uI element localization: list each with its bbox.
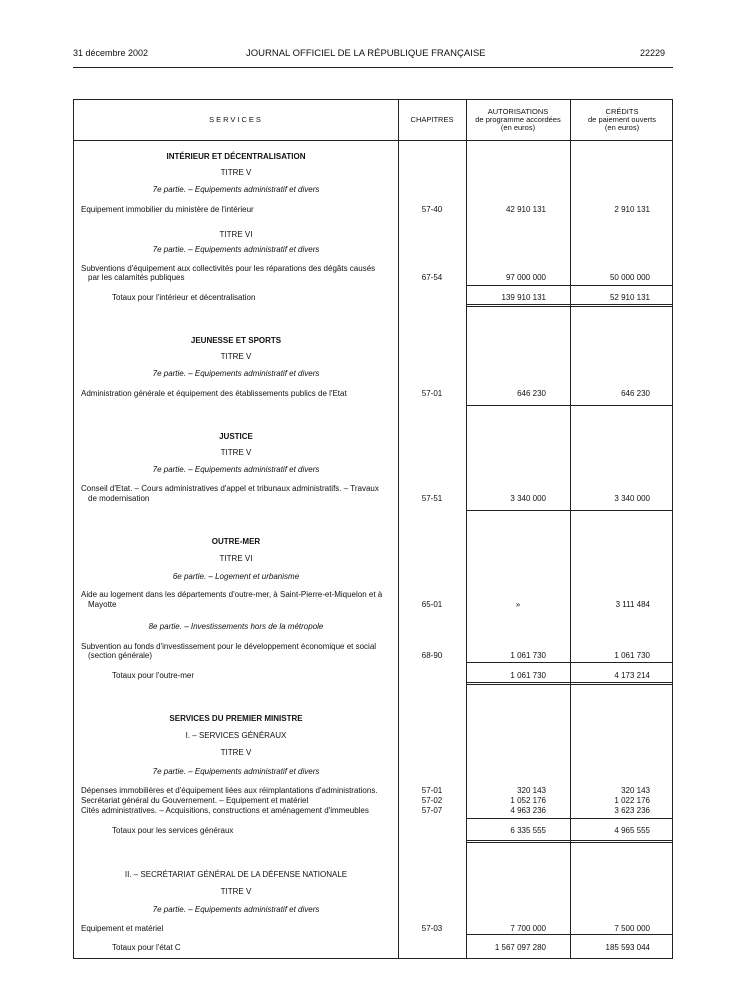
section-title: INTÉRIEUR ET DÉCENTRALISATION	[166, 152, 306, 161]
row-label: Mayotte	[88, 600, 117, 609]
row-credit: 2 910 131	[614, 205, 650, 214]
row-chapitre: 57-07	[421, 806, 443, 815]
row-label: Cités administratives. – Acquisitions, constructions et aménagement d'immeubles	[81, 806, 369, 815]
subsection-title: I. – SERVICES GÉNÉRAUX	[185, 731, 287, 740]
row-label: Equipement immobilier du ministère de l'intérieur	[81, 205, 254, 214]
row-label: Subvention au fonds d'investissement pour le développement économique et social	[81, 642, 377, 651]
row-label: (section générale)	[88, 651, 153, 660]
row-label: par les calamités publiques	[88, 273, 185, 282]
col-header-credits: CRÉDITS	[605, 107, 639, 116]
col-header-autorisations: (en euros)	[500, 123, 536, 132]
col-header-services: SERVICES	[209, 115, 263, 124]
total-rule	[466, 285, 672, 286]
titre-heading: TITRE V	[220, 352, 252, 361]
subsection-title: II. – SECRÉTARIAT GÉNÉRAL DE LA DÉFENSE NATIONALE	[124, 870, 348, 879]
row-chapitre: 57-03	[421, 924, 443, 933]
grand-total-label: Totaux pour l'état C	[112, 943, 181, 952]
partie-heading: 7e partie. – Equipements administratif et divers	[152, 465, 320, 474]
section-rule	[466, 682, 672, 685]
total-rule	[466, 818, 672, 819]
total-label: Totaux pour l'outre-mer	[112, 671, 195, 680]
total-rule	[466, 662, 672, 663]
row-credit: 7 500 000	[614, 924, 650, 933]
row-credit: 646 230	[621, 389, 650, 398]
row-chapitre: 57-01	[421, 786, 443, 795]
row-credit: 3 111 484	[615, 600, 650, 609]
row-chapitre: 68-90	[421, 651, 443, 660]
section-rule	[466, 405, 672, 406]
row-autorisation: 320 143	[517, 786, 546, 795]
row-credit: 320 143	[621, 786, 650, 795]
header-date: 31 décembre 2002	[73, 48, 149, 58]
header-rule	[73, 67, 673, 68]
total-autorisation: 1 061 730	[510, 671, 546, 680]
total-autorisation: 6 335 555	[510, 826, 546, 835]
row-autorisation: 1 052 176	[510, 796, 546, 805]
row-credit: 3 623 236	[614, 806, 650, 815]
row-autorisation: »	[515, 600, 521, 609]
header-journal: JOURNAL OFFICIEL DE LA RÉPUBLIQUE FRANÇAISE	[246, 48, 486, 59]
section-title: SERVICES DU PREMIER MINISTRE	[169, 714, 303, 723]
titre-heading: TITRE VI	[219, 230, 253, 239]
col-header-credits: (en euros)	[604, 123, 640, 132]
partie-heading: 6e partie. – Logement et urbanisme	[172, 572, 300, 581]
grand-total-autorisation: 1 567 097 280	[494, 943, 546, 952]
total-credit: 4 173 214	[614, 671, 650, 680]
col-header-autorisations: AUTORISATIONS	[487, 107, 549, 116]
col-header-autorisations: de programme accordées	[475, 115, 561, 124]
section-title: JUSTICE	[219, 432, 253, 441]
row-label: Dépenses immobilières et d'équipement liées aux réimplantations d'administrations.	[81, 786, 378, 795]
row-credit: 3 340 000	[614, 494, 650, 503]
row-autorisation: 646 230	[517, 389, 546, 398]
row-chapitre: 57-51	[421, 494, 443, 503]
partie-heading: 7e partie. – Equipements administratif et divers	[152, 245, 320, 254]
total-credit: 4 965 555	[614, 826, 650, 835]
section-rule	[466, 840, 672, 843]
row-credit: 1 022 176	[614, 796, 650, 805]
row-credit: 50 000 000	[609, 273, 650, 282]
header-separator	[74, 140, 672, 141]
row-autorisation: 97 000 000	[505, 273, 546, 282]
partie-heading: 7e partie. – Equipements administratif et divers	[152, 905, 320, 914]
row-label: Equipement et matériel	[81, 924, 164, 933]
row-chapitre: 65-01	[421, 600, 443, 609]
row-chapitre: 67-54	[421, 273, 443, 282]
col-divider	[398, 100, 399, 958]
col-header-chapitres: CHAPITRES	[410, 115, 454, 124]
titre-heading: TITRE V	[220, 168, 252, 177]
titre-heading: TITRE V	[220, 748, 252, 757]
row-chapitre: 57-01	[421, 389, 443, 398]
row-label: Conseil d'Etat. – Cours administratives d'appel et tribunaux administratifs. – Travaux	[81, 484, 379, 493]
header-page-number: 22229	[640, 48, 666, 58]
section-rule	[466, 510, 672, 511]
row-autorisation: 7 700 000	[510, 924, 546, 933]
row-credit: 1 061 730	[614, 651, 650, 660]
total-rule	[466, 934, 672, 935]
section-title: OUTRE-MER	[211, 537, 261, 546]
titre-heading: TITRE VI	[219, 554, 253, 563]
grand-total-credit: 185 593 044	[605, 943, 650, 952]
row-autorisation: 42 910 131	[505, 205, 546, 214]
row-label: de modernisation	[88, 494, 150, 503]
row-label: Secrétariat général du Gouvernement. – Equipement et matériel	[81, 796, 309, 805]
col-header-credits: de paiement ouverts	[588, 115, 656, 124]
partie-heading: 8e partie. – Investissements hors de la métropole	[148, 622, 324, 631]
total-label: Totaux pour l'intérieur et décentralisation	[112, 293, 256, 302]
row-autorisation: 1 061 730	[510, 651, 546, 660]
total-label: Totaux pour les services généraux	[112, 826, 234, 835]
section-rule	[466, 304, 672, 307]
row-label: Administration générale et équipement des établissements publics de l'Etat	[81, 389, 347, 398]
row-chapitre: 57-02	[421, 796, 443, 805]
section-title: JEUNESSE ET SPORTS	[190, 336, 282, 345]
partie-heading: 7e partie. – Equipements administratif et divers	[152, 185, 320, 194]
budget-table	[73, 99, 673, 959]
titre-heading: TITRE V	[220, 887, 252, 896]
row-autorisation: 3 340 000	[510, 494, 546, 503]
row-autorisation: 4 963 236	[510, 806, 546, 815]
partie-heading: 7e partie. – Equipements administratif et divers	[152, 369, 320, 378]
row-label: Subventions d'équipement aux collectivités pour les réparations des dégâts causés	[81, 264, 376, 273]
titre-heading: TITRE V	[220, 448, 252, 457]
partie-heading: 7e partie. – Equipements administratif et divers	[152, 767, 320, 776]
total-autorisation: 139 910 131	[501, 293, 546, 302]
row-chapitre: 57-40	[421, 205, 443, 214]
row-label: Aide au logement dans les départements d'outre-mer, à Saint-Pierre-et-Miquelon et à	[81, 590, 383, 599]
total-credit: 52 910 131	[609, 293, 650, 302]
